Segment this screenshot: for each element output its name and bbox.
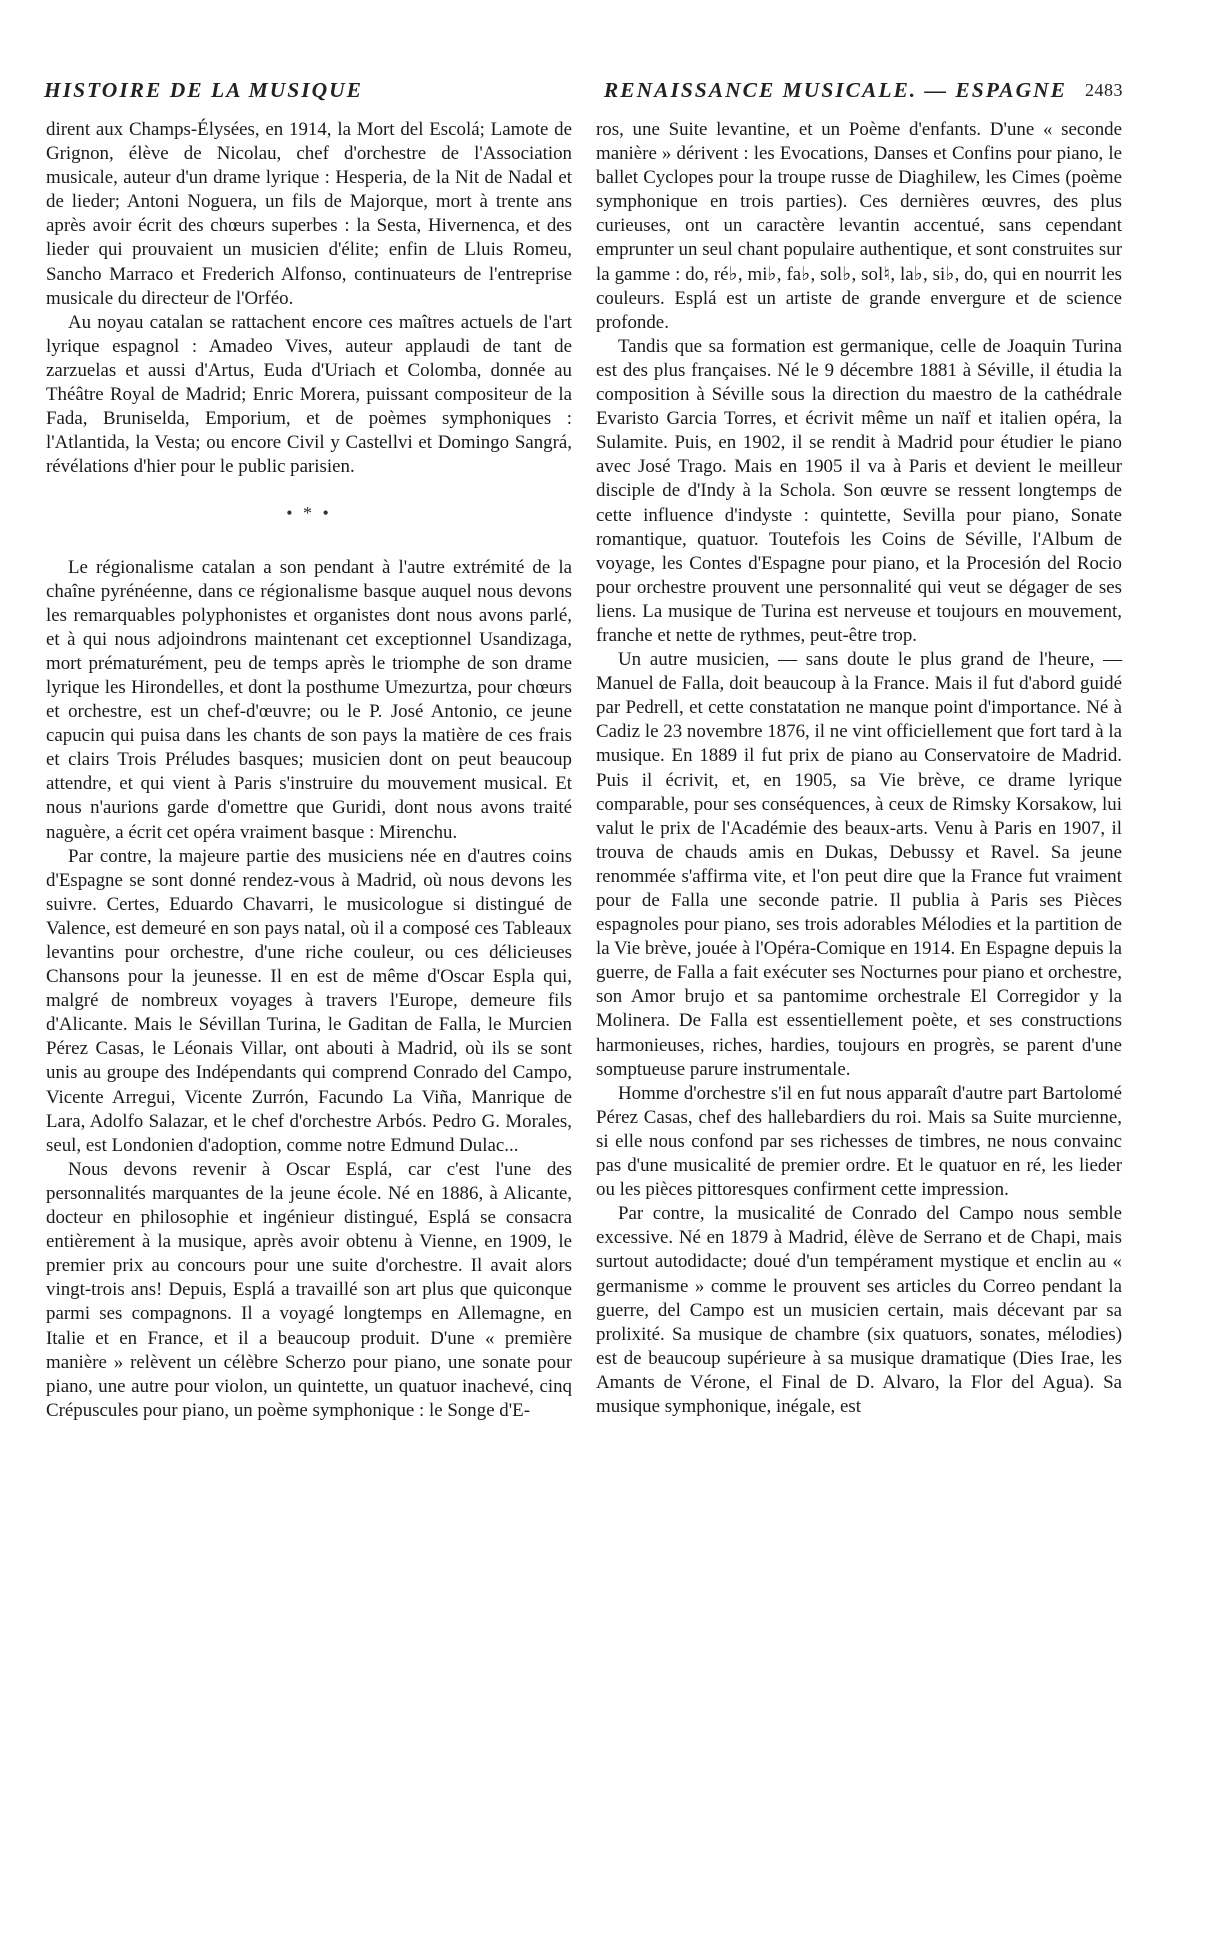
header-left-title: HISTOIRE DE LA MUSIQUE: [44, 78, 364, 102]
paragraph: Nous devons revenir à Oscar Esplá, car c'est l'une des personnalités marquantes de la jeune école. Né en 1886, à Alicante, docteur en philosophie et ingénieur distingué, Esplá se consacra entièrement à la musique, après avoir obtenu à Vienne, en 1909, le premier prix au concours pour une suite d'orchestre. Il avait alors vingt-trois ans! Depuis, Esplá a travaillé son art plus que quiconque parmi ses compagnons. Il a voyagé longtemps en Allemagne, en Italie et en France, et il a beaucoup produit. D'une « première manière » relèvent un célèbre Scherzo pour piano, une sonate pour piano, une autre pour violon, un quintette, un quatuor inachevé, cinq Crépuscules pour piano, un poème symphonique : le Songe d'E-: [46, 1158, 572, 1421]
section-separator: • * •: [286, 503, 332, 524]
paragraph: dirent aux Champs-Élysées, en 1914, la Mort del Escolá; Lamote de Grignon, élève de Nicolau, chef d'orchestre de l'Association musicale, auteur d'un drame lyrique : Hesperia, de la Nit de Nadal et de lieder; Antoni Noguera, un fils de Majorque, mort à trente ans après avoir écrit des chœurs superbes : la Sesta, Hivernenca, et des lieder qui prouvaient un musicien d'élite; enfin de Lluis Romeu, Sancho Marraco et Frederich Alfonso, continuateurs de l'entreprise musicale du directeur de l'Orféo.: [46, 119, 572, 309]
paragraph: Tandis que sa formation est germanique, celle de Joaquin Turina est des plus françaises. Né le 9 décembre 1881 à Séville, il étudia la composition à Séville sous la direction du maestro de la cathédrale Evaristo Garcia Torres, et écrivit même un naïf et italien opéra, la Sulamite. Puis, en 1902, il se rendit à Madrid pour étudier le piano avec José Trago. Mais en 1905 il va à Paris et devient le meilleur disciple de d'Indy à la Schola. Son œuvre se ressent longtemps de cette influence d'indyste : quintette, Sevilla pour piano, Sonate romantique, quatuor. Toutefois les Coins de Séville, l'Album de voyage, les Contes d'Espagne pour piano, et la Procesión del Rocio pour orchestre prouvent une personnalité qui veut se dégager de ses liens. La musique de Turina est nerveuse et toujours en mouvement, franche et nette de rythmes, peut-être trop.: [596, 335, 1122, 646]
right-column: [596, 118, 1122, 1419]
header-right-title: RENAISSANCE MUSICALE. — ESPAGNE: [603, 78, 1067, 102]
paragraph: Par contre, la musicalité de Conrado del Campo nous semble excessive. Né en 1879 à Madrid, élève de Serrano et de Chapi, mais surtout autodidacte; doué d'un tempérament mystique et enclin au « germanisme » comme le prouvent ses articles du Correo pendant la guerre, del Campo est un musicien certain, mais décevant par sa prolixité. Sa musique de chambre (six quatuors, sonates, mélodies) est de beaucoup supérieure à sa musique dramatique (Dies Irae, les Amants de Vérone, el Final de D. Alvaro, la Flor del Agua). Sa musique symphonique, inégale, est: [596, 1203, 1122, 1417]
paragraph: ros, une Suite levantine, et un Poème d'enfants. D'une « seconde manière » dérivent : les Evocations, Danses et Confins pour piano, le ballet Cyclopes pour la troupe russe de Diaghilew, les Cimes (poème symphonique en trois parties). Ces dernières œuvres, des plus curieuses, ont un caractère levantin accentué, sans cependant emprunter un seul chant populaire authentique, et sont construites sur la gamme : do, ré♭, mi♭, fa♭, sol♭, sol♮, la♭, si♭, do, qui en nourrit les couleurs. Esplá est un artiste de grande envergure et de science profonde.: [596, 119, 1122, 333]
paragraph: Par contre, la majeure partie des musiciens née en d'autres coins d'Espagne se sont donné rendez-vous à Madrid, où nous devons les suivre. Certes, Eduardo Chavarri, le musicologue si distingué de Valence, est demeuré en son pays natal, où il a composé ces Tableaux levantins pour orchestre, d'une riche couleur, ou ces délicieuses Chansons pour la jeunesse. Il en est de même d'Oscar Espla qui, malgré de nombreux voyages à travers l'Europe, demeure fils d'Alicante. Mais le Sévillan Turina, le Gaditan de Falla, le Murcien Pérez Casas, le Léonais Villar, ont abouti à Madrid, où ils se sont unis au groupe des Indépendants qui comprend Conrado del Campo, Vicente Arregui, Vicente Zurrón, Facundo La Viña, Manrique de Lara, Adolfo Salazar, et le chef d'orchestre Arbós. Pedro G. Morales, seul, est Londonien d'adoption, comme notre Edmund Dulac...: [46, 845, 572, 1156]
running-header: [44, 78, 1123, 112]
left-column: [46, 118, 572, 1423]
paragraph: Au noyau catalan se rattachent encore ces maîtres actuels de l'art lyrique espagnol : Amadeo Vives, auteur applaudi de tant de zarzuelas et aussi d'Artus, Euda d'Uriach et Colomba, donnée au Théâtre Royal de Madrid; Enric Morera, puissant compositeur de la Fada, Bruniselda, Emporium, et de poèmes symphoniques : l'Atlantida, la Vesta; ou encore Civil y Castellvi et Domingo Sangrá, révélations d'hier pour le public parisien.: [46, 311, 572, 478]
paragraph: Homme d'orchestre s'il en fut nous apparaît d'autre part Bartolomé Pérez Casas, chef des hallebardiers du roi. Mais sa Suite murcienne, si elle nous confond par ses richesses de timbres, ne nous convainc pas d'une musicalité de premier ordre. Et le quatuor en ré, les lieder ou les pièces pittoresques confirment cette impression.: [596, 1082, 1122, 1201]
paragraph: Le régionalisme catalan a son pendant à l'autre extrémité de la chaîne pyrénéenne, dans ce régionalisme basque auquel nous devons les remarquables polyphonistes et organistes dont nous avons parlé, et à qui nous adjoindrons maintenant cet exceptionnel Usandizaga, mort prématurément, peu de temps après le triomphe de son drame lyrique les Hirondelles, et dont la posthume Umezurtza, pour chœurs et orchestre, est un chef-d'œuvre; ou le P. José Antonio, ce jeune capucin qui puisa dans les chants de son pays la matière de ces frais et clairs Trois Préludes basques; musicien dont on peut beaucoup attendre, et qui vient à Paris s'instruire du mouvement musical. Et nous n'aurions garde d'omettre que Guridi, dont nous avons traité naguère, a écrit cet opéra vraiment basque : Mirenchu.: [46, 556, 572, 843]
paragraph: Un autre musicien, — sans doute le plus grand de l'heure, — Manuel de Falla, doit beaucoup à la France. Mais il fut d'abord guidé par Pedrell, et cette constatation ne manque point d'importance. Né à Cadiz le 23 novembre 1876, il ne vint officiellement que fort tard à la musique. En 1889 il fut prix de piano au Conservatoire de Madrid. Puis il écrivit, et, en 1905, sa Vie brève, ce drame lyrique comparable, pour ses conséquences, à ceux de Rimsky Korsakow, lui valut le prix de l'Académie des beaux-arts. Venu à Paris en 1907, il trouva de chauds amis en Dukas, Debussy et Ravel. Sa jeune renommée s'affirma vite, et l'on peut dire que la France fut vraiment pour de Falla une seconde patrie. Il publia à Paris ses Pièces espagnoles pour piano, ses trois adorables Mélodies et la partition de la Vie brève, jouée à l'Opéra-Comique en 1914. En Espagne depuis la guerre, de Falla a fait exécuter ses Nocturnes pour piano et orchestre, son Amor brujo et sa pantomime orchestrale El Corregidor y la Molinera. De Falla est essentiellement poète, et ses constructions harmonieuses, riches, hardies, toujours en progrès, se parent d'une somptueuse parure instrumentale.: [596, 649, 1122, 1080]
page-number: 2483: [1085, 80, 1123, 100]
